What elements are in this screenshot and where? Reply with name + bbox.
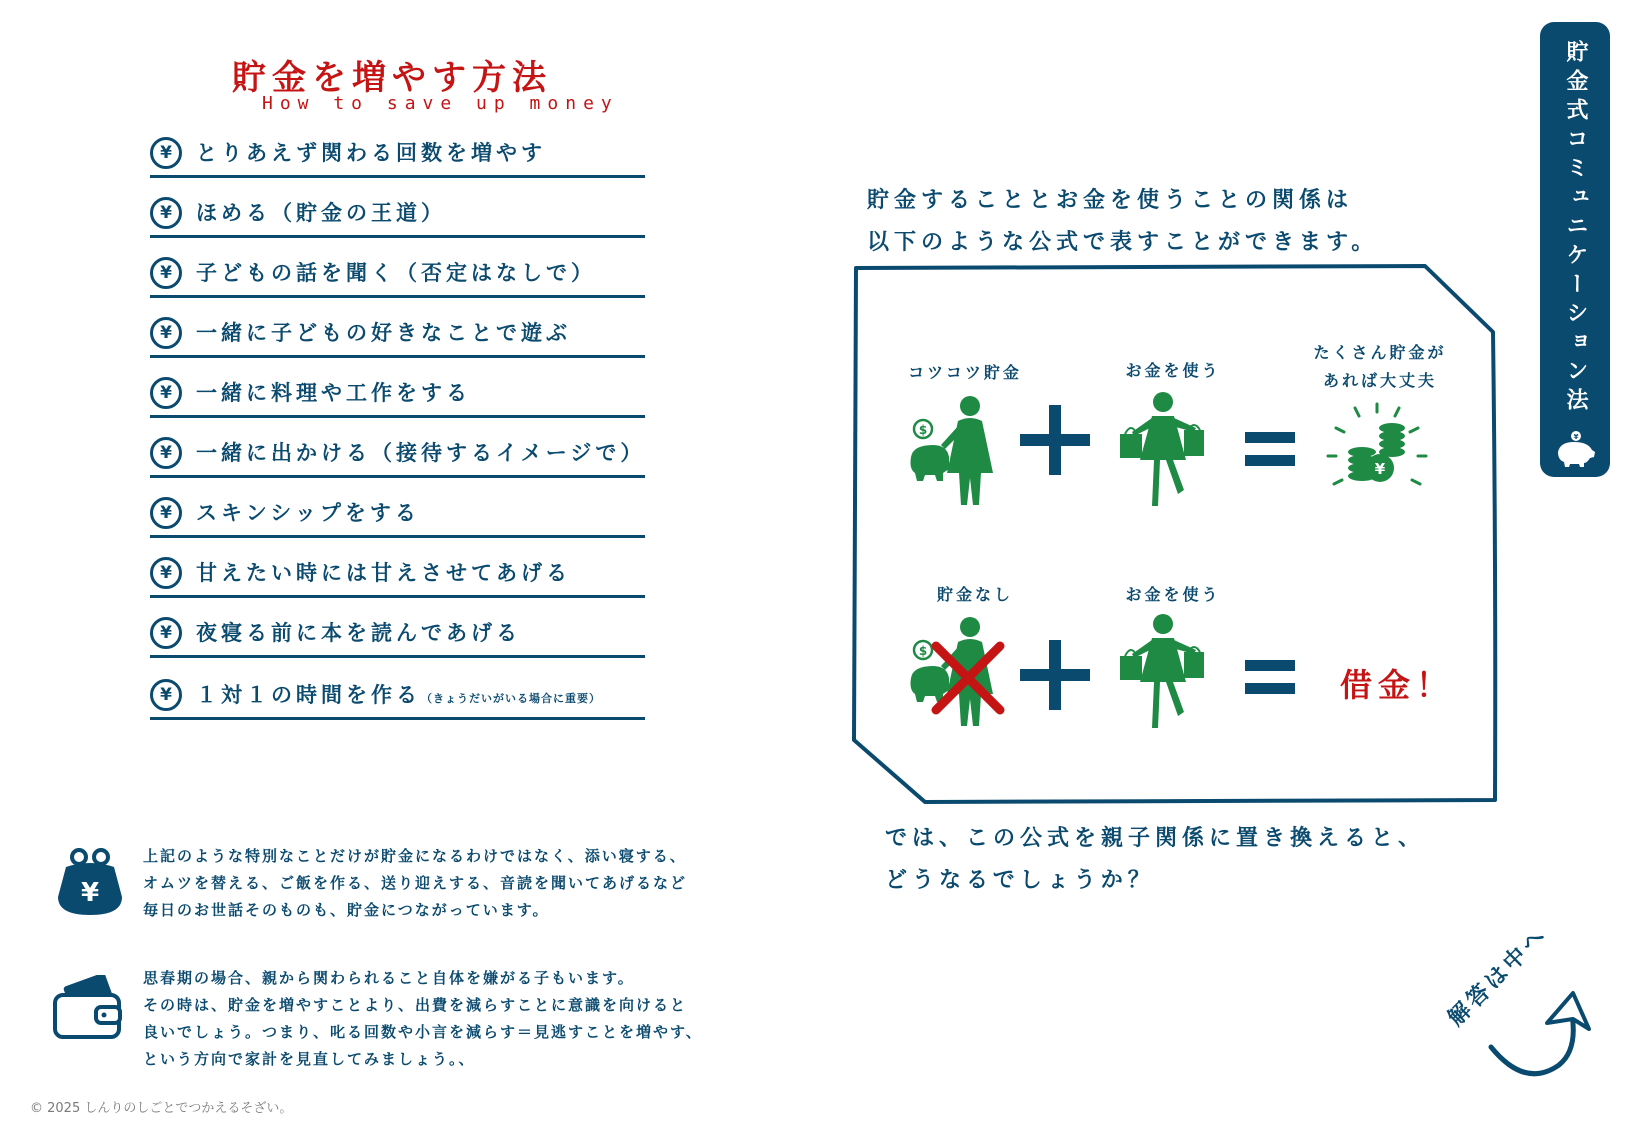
purse-note: [143, 843, 687, 924]
list-item: [150, 195, 645, 238]
plus-sign: [1020, 405, 1090, 475]
curved-arrow-icon: [1485, 985, 1595, 1085]
sidebar-title: 貯金式コミュニケーション法: [1563, 40, 1588, 417]
list-item: [150, 495, 645, 538]
label-no-savings: 貯金なし: [936, 585, 1013, 604]
intro-line: 貯金することとお金を使うことの関係は: [867, 188, 1354, 213]
list-item: [150, 555, 645, 598]
page-title: 貯金を増やす方法: [232, 58, 552, 98]
label-spend-money: お金を使う: [1125, 361, 1221, 380]
formula-outro: [885, 818, 1425, 902]
note-line: 思春期の場合、親から関わられること自体を嫌がる子もいます。: [143, 969, 635, 987]
page-subtitle: How to save up money: [262, 93, 619, 114]
list-item: [150, 375, 645, 418]
shopping-person-icon: [1118, 390, 1208, 510]
list-item: [150, 677, 645, 720]
method-text: 一緒に出かける（接待するイメージで）: [196, 441, 646, 465]
method-text: とりあえず関わる回数を増やす: [196, 141, 546, 165]
method-text: スキンシップをする: [196, 501, 420, 525]
method-text: 甘えたい時には甘えさせてあげる: [196, 561, 571, 585]
method-note: （きょうだいがいる場合に重要）: [421, 692, 601, 705]
list-item: [150, 255, 645, 298]
label-steady-saving: コツコツ貯金: [908, 363, 1022, 382]
formula-intro: [867, 180, 1378, 264]
svg-text:¥: ¥: [1374, 460, 1386, 478]
label-all-right: あれば大丈夫: [1322, 371, 1437, 390]
equals-sign: [1245, 660, 1295, 694]
yen-icon: ¥: [150, 557, 182, 589]
method-main-text: １対１の時間を作る: [196, 683, 421, 707]
label-spend-money: お金を使う: [1125, 585, 1221, 604]
yen-icon: ¥: [150, 437, 182, 469]
method-text: 一緒に子どもの好きなことで遊ぶ: [196, 321, 571, 345]
note-line: 上記のような特別なことだけが貯金になるわけではなく、添い寝する、: [143, 847, 687, 865]
yen-icon: ¥: [150, 377, 182, 409]
wallet-icon: [52, 975, 124, 1041]
yen-icon: ¥: [150, 497, 182, 529]
list-item: [150, 435, 645, 478]
answer-inside-label: 解答は中へ: [1443, 921, 1554, 1032]
purse-icon: [52, 845, 128, 921]
note-line: という方向で家計を見直してみましょう。、: [143, 1050, 476, 1068]
svg-text:¥: ¥: [1573, 433, 1579, 441]
equals-sign: [1245, 432, 1295, 466]
cross-mark-icon: [930, 640, 1006, 716]
yen-icon: ¥: [150, 317, 182, 349]
yen-icon: ¥: [150, 137, 182, 169]
yen-icon: ¥: [150, 197, 182, 229]
note-line: 良いでしょう。つまり、叱る回数や小言を減らす＝見逃すことを増やす、: [143, 1023, 703, 1041]
label-lots-saved: たくさん貯金が: [1313, 343, 1447, 362]
list-item: [150, 135, 645, 178]
method-text: 一緒に料理や工作をする: [196, 381, 471, 405]
note-line: その時は、貯金を増やすことより、出費を減らすことに意識を向けると: [143, 996, 688, 1014]
debt-result: 借金！: [1340, 666, 1455, 704]
yen-icon: ¥: [150, 679, 182, 711]
intro-line: 以下のような公式で表すことができます。: [867, 230, 1379, 255]
svg-text:¥: ¥: [80, 878, 100, 908]
outro-line: どうなるでしょうか？: [885, 868, 1155, 893]
plus-sign: [1020, 640, 1090, 710]
note-line: オムツを替える、ご飯を作る、送り迎えする、音読を聞いてあげるなど: [143, 874, 688, 892]
coins-stack-icon: [1322, 400, 1432, 495]
wallet-note: [143, 965, 703, 1073]
note-line: 毎日のお世話そのものも、貯金につながっています。: [143, 901, 550, 919]
copyright-notice: © 2025 しんりのしごとでつかえるそざい。: [30, 1101, 293, 1116]
method-text: ほめる（貯金の王道）: [196, 201, 446, 225]
piggy-bank-icon: [1554, 430, 1596, 468]
list-item: [150, 315, 645, 358]
list-item: [150, 615, 645, 658]
yen-icon: ¥: [150, 617, 182, 649]
method-text: 夜寝る前に本を読んであげる: [196, 621, 521, 645]
outro-line: では、この公式を親子関係に置き換えると、: [885, 826, 1426, 851]
sidebar-title-tab: [1540, 22, 1610, 477]
svg-text:$: $: [918, 644, 928, 658]
saving-person-icon: [903, 393, 1008, 508]
svg-text:$: $: [918, 423, 928, 437]
shopping-person-icon: [1118, 612, 1208, 732]
method-text: [196, 679, 601, 709]
method-text: 子どもの話を聞く（否定はなしで）: [196, 261, 596, 285]
yen-icon: ¥: [150, 257, 182, 289]
